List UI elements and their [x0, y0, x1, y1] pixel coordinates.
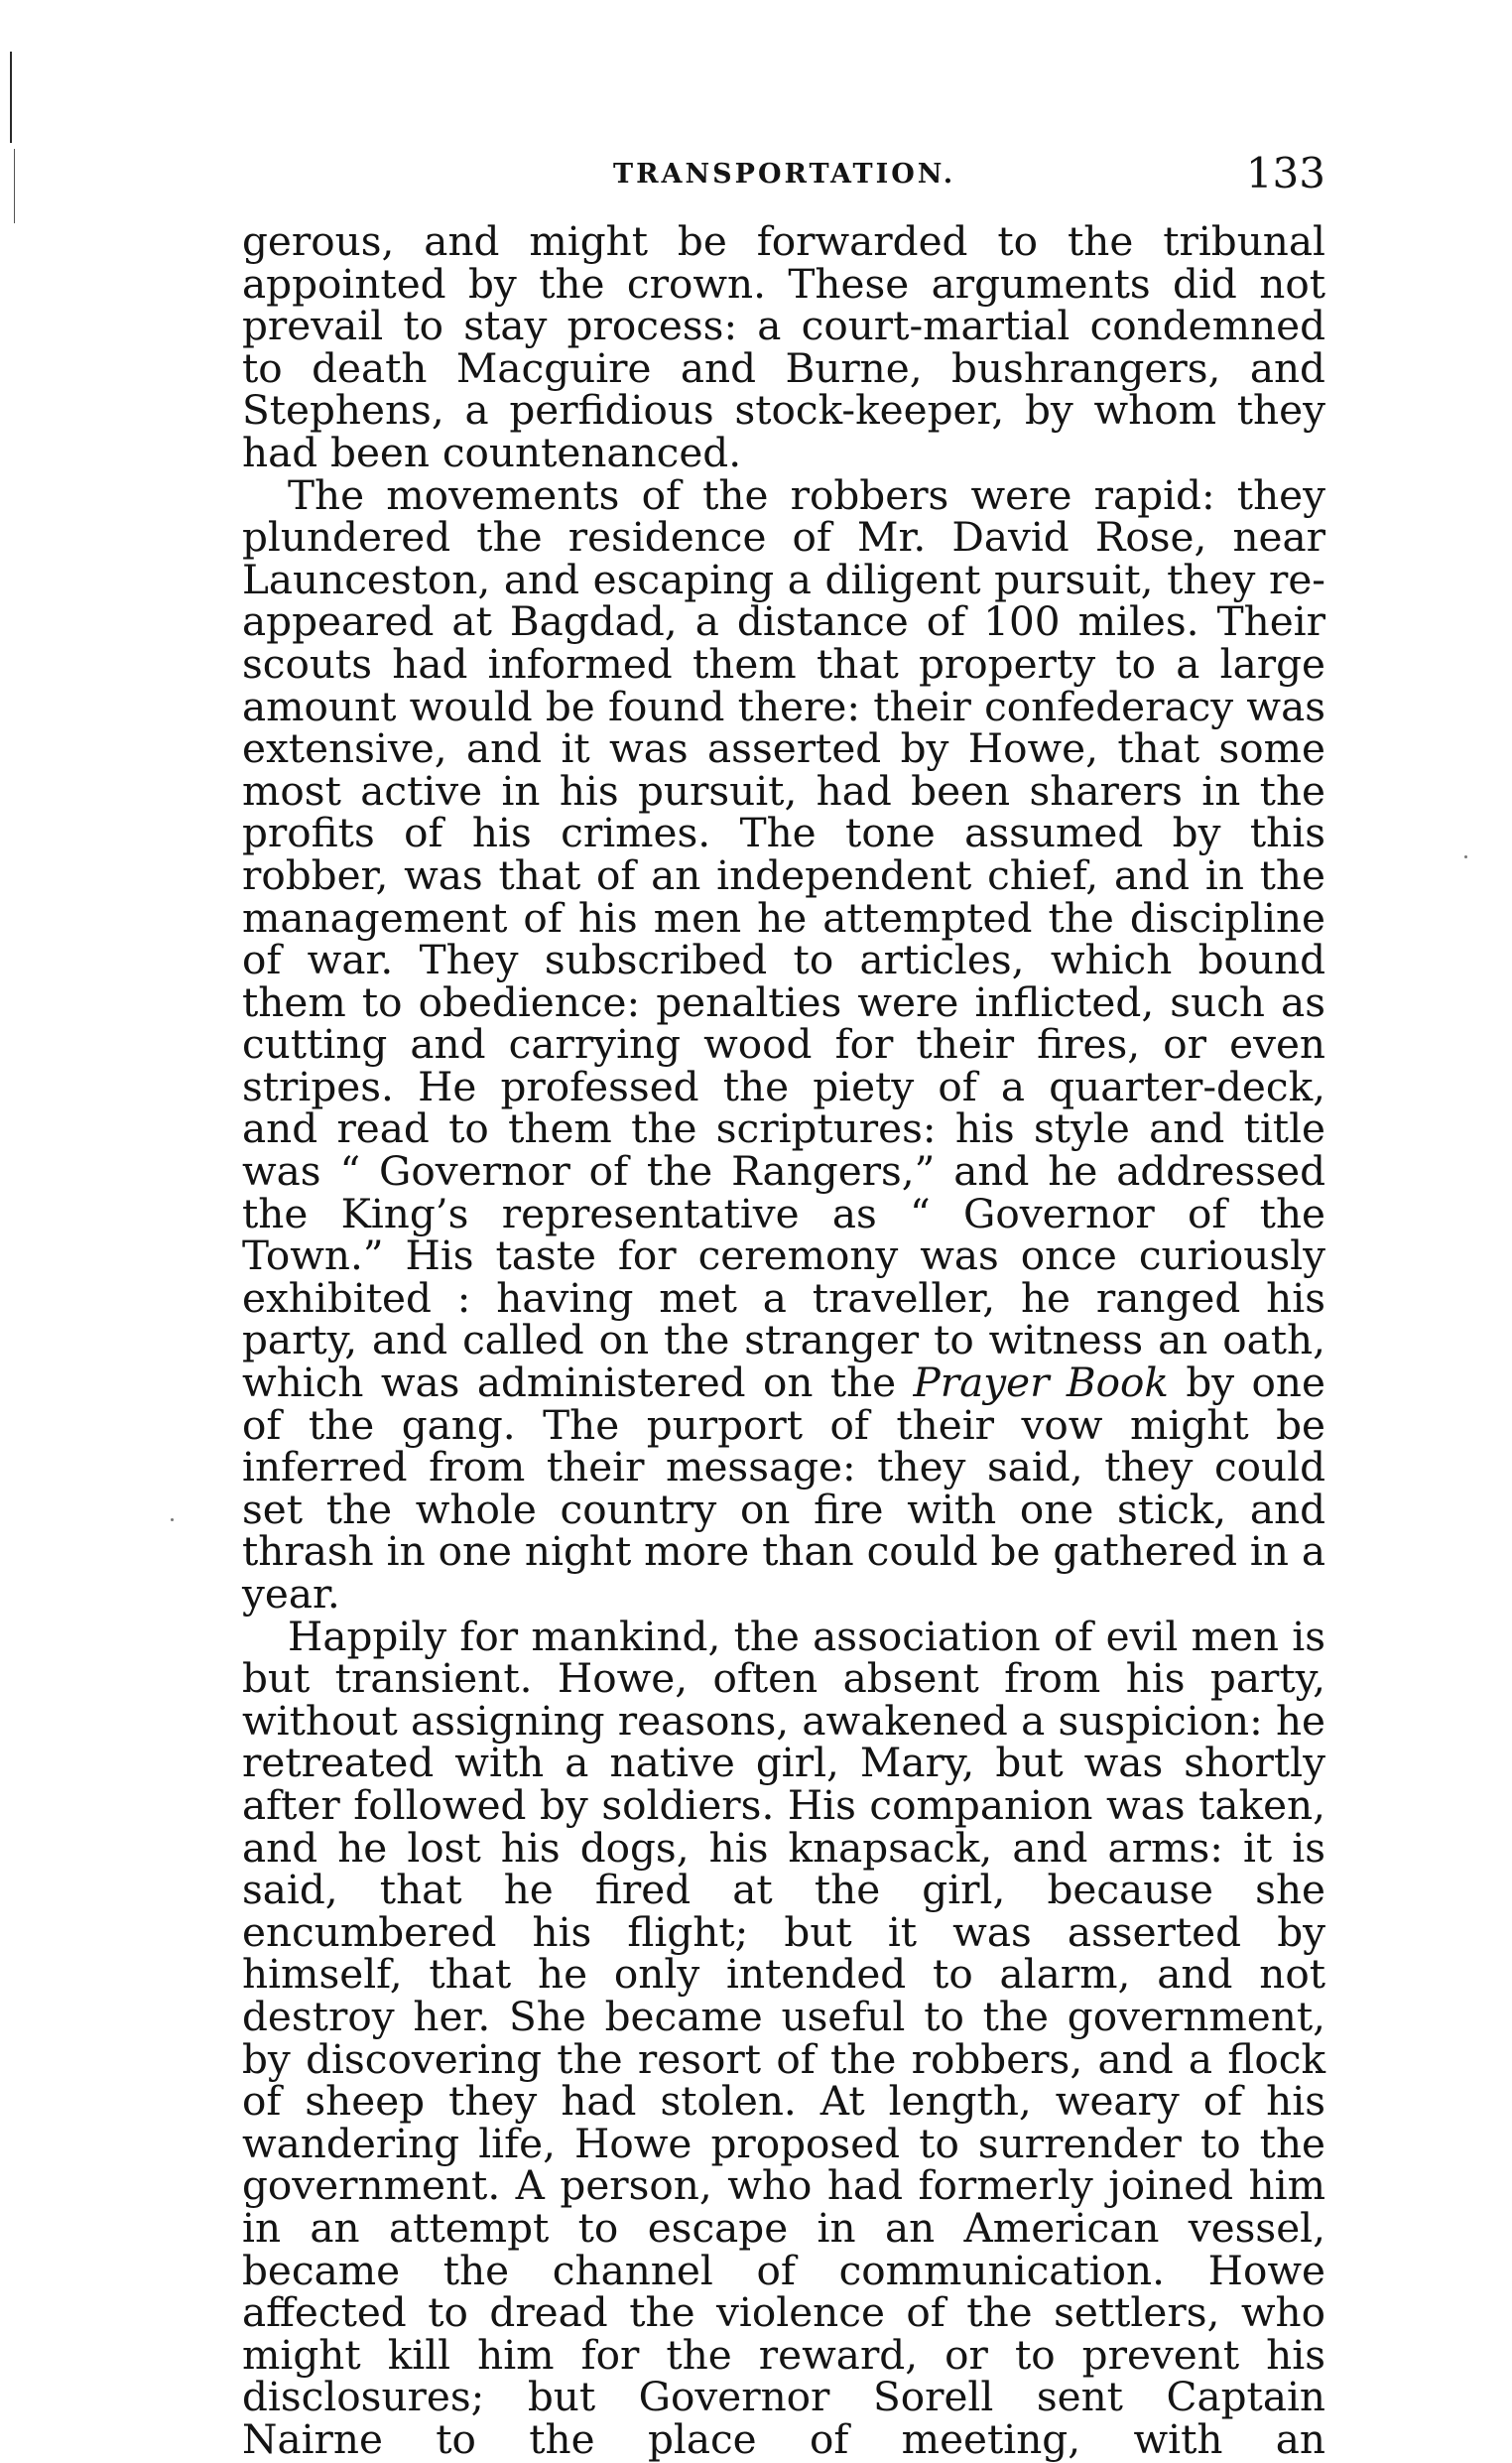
scan-edge-mark [14, 149, 15, 223]
page-number: 133 [1245, 149, 1325, 197]
running-header [238, 147, 1325, 196]
body-text [242, 217, 1325, 2463]
paragraph-text: gerous, and might be forwarded to the tribunal appointed by the crown. These arguments did not prevail to stay process: a court-martial condemned to death Macguire and Burne, bushrangers, and Stephens, a perfidious stock-keeper, by whom they had been countenanced. [242, 217, 1325, 476]
paragraph [242, 1612, 1325, 2463]
running-title: TRANSPORTATION. [613, 159, 956, 190]
scan-edge-mark [10, 52, 12, 143]
scan-speck [171, 1518, 174, 1521]
paragraph-text: The movements of the robbers were rapid: they plundered the residence of Mr. David Rose, near Launceston, and escaping a diligent pursuit, they re-appeared at Bagdad, a distance of 100 miles. Their scouts had informed them that property to a large amount would be found there: their confederacy was extensive, and it was asserted by Howe, that some most active in his pursuit, had been sharers in the profits of his crimes. The tone assumed by this robber, was that of an independent chief, and in the management of his men he attempted the discipline of war. They subscribed to articles, which bound them to obedience: penalties were inflicted, such as cutting and carrying wood for their fires, or even stripes. He professed the piety of a quarter-deck, and read to them the scriptures: his style and title was “ Governor of the Rangers,” and he addressed the King’s representative as “ Governor of the Town.” His taste for ceremony was once curiously exhibited : having met a traveller, he ranged his party, and called on the stranger to witness an oath, which was administered on the [242, 470, 1325, 1407]
scan-speck [1464, 855, 1467, 858]
paragraph [242, 470, 1325, 1618]
paragraph-text-continued: by one of the gang. The purport of their vow might be inferred from their message: they said, they could set the whole country on fire with one stick, and thrash in one night more than could be gathered in a year. [242, 1359, 1325, 1618]
book-title-italic: Prayer Book [913, 1359, 1169, 1407]
paragraph-text: Happily for mankind, the association of evil men is but transient. Howe, often absent from his party, without assigning reasons, awakened a suspicion: he retreated with a native girl, Mary, but was shortly after followed by soldiers. His companion was taken, and he lost his dogs, his knapsack, and arms: it is said, that he fired at the girl, because she encumbered his flight; but it was asserted by himself, that he only intended to alarm, and not destroy her. She became useful to the government, by discovering the resort of the robbers, and a flock of sheep they had stolen. At length, weary of his wandering life, Howe proposed to surrender to the government. A person, who had formerly joined him in an attempt to escape in an American vessel, became the channel of communication. Howe affected to dread the violence of the settlers, who might kill him for the reward, or to prevent his disclosures; but Governor Sorell sent Captain Nairne to the place of meeting, with an [242, 1612, 1325, 2463]
paragraph-continued [242, 217, 1325, 476]
